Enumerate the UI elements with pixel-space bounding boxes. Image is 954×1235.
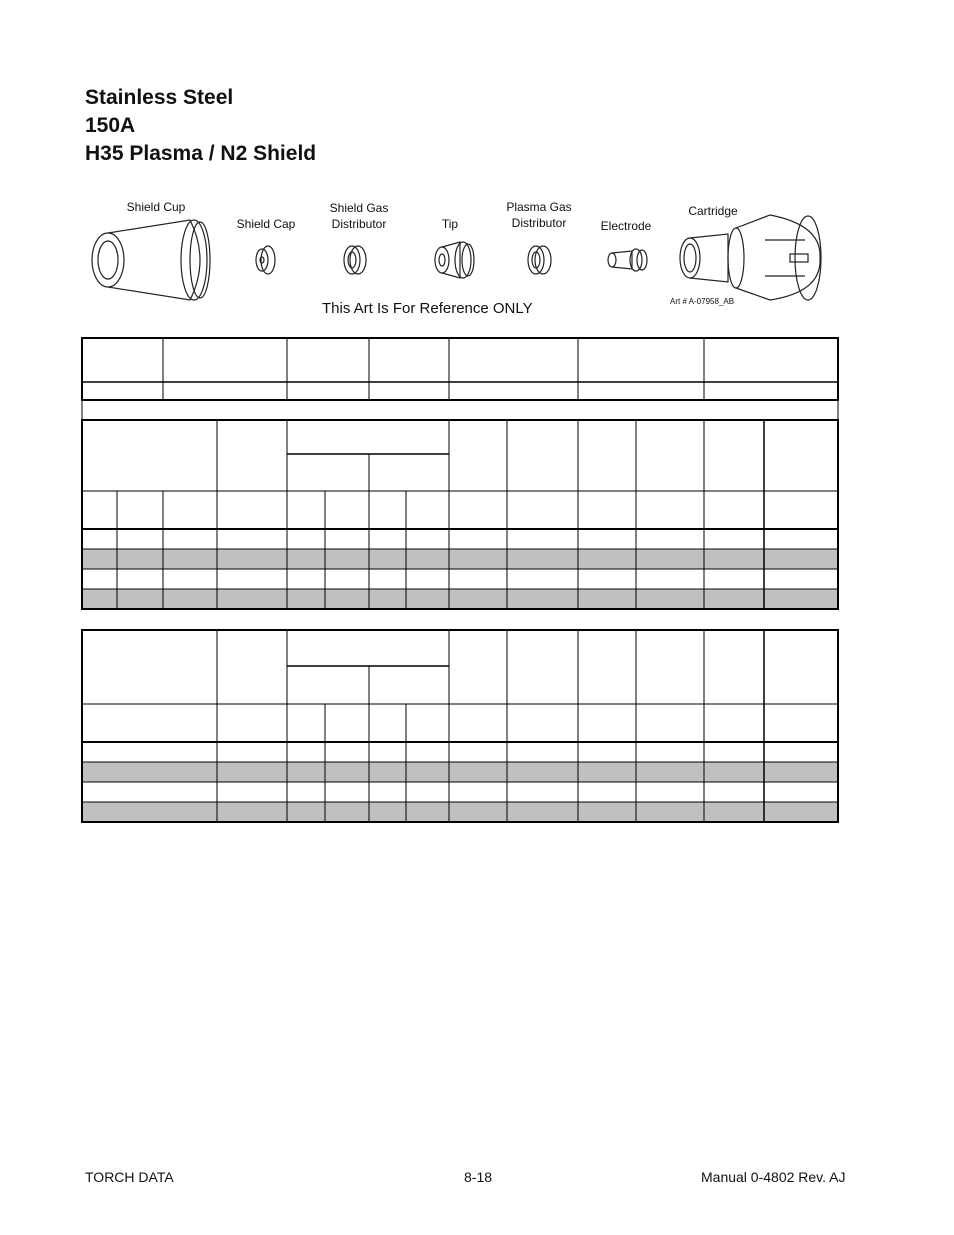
table-row [82, 762, 838, 782]
title-gas: H35 Plasma / N2 Shield [85, 142, 317, 165]
title-current: 150A [85, 114, 136, 137]
part-label-shield-gas-distributor: Shield Gas Distributor [329, 201, 389, 231]
part-label-electrode: Electrode [600, 219, 652, 233]
table-separator [82, 400, 838, 420]
table-row [82, 549, 838, 569]
reference-note: This Art Is For Reference ONLY [322, 300, 533, 317]
art-number: Art # A-07958_AB [670, 297, 735, 306]
parts-number-table [82, 338, 838, 400]
table-row [82, 589, 838, 609]
table-row [82, 802, 838, 822]
metric-cutting-table [82, 420, 838, 609]
footer-page-number: 8-18 [464, 1169, 493, 1185]
part-label-tip: Tip [441, 217, 459, 231]
title-material: Stainless Steel [85, 86, 234, 109]
footer-section: TORCH DATA [85, 1169, 174, 1185]
part-label-cartridge: Cartridge [688, 204, 738, 218]
footer-manual-revision: Manual 0-4802 Rev. AJ [701, 1169, 846, 1185]
part-label-plasma-gas-distributor: Plasma Gas Distributor [506, 200, 572, 230]
imperial-cutting-table [82, 630, 838, 822]
part-label-shield-cup: Shield Cup [126, 200, 186, 214]
part-label-shield-cap: Shield Cap [236, 217, 296, 231]
